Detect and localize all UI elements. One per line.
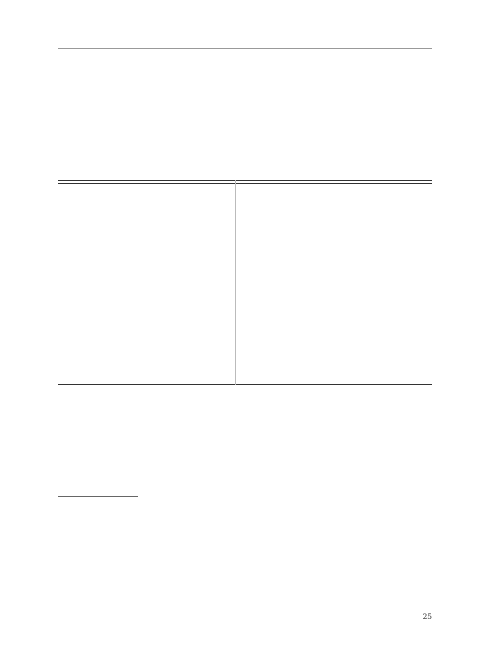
table-row — [58, 284, 432, 294]
page-body — [58, 62, 432, 517]
table-row — [58, 234, 432, 244]
table-row — [58, 244, 432, 254]
table-cell — [58, 204, 209, 214]
body-paragraph — [58, 391, 432, 402]
table-cell — [236, 194, 406, 204]
table-cell — [236, 294, 406, 304]
table-cell — [58, 274, 209, 284]
table-cell — [406, 364, 432, 374]
table-cell — [406, 183, 432, 194]
page-number: 25 — [422, 612, 432, 621]
body-paragraph — [58, 458, 432, 469]
table-cell — [406, 254, 432, 264]
table-cell — [209, 224, 236, 234]
body-paragraph — [58, 447, 432, 458]
table-cell — [209, 284, 236, 294]
table-row — [58, 334, 432, 344]
table-cell — [209, 264, 236, 274]
table-cell — [236, 314, 406, 324]
table-cell — [58, 344, 209, 354]
table-cell — [406, 284, 432, 294]
table-row — [58, 254, 432, 264]
body-paragraph — [58, 163, 432, 174]
table-cell — [58, 364, 209, 374]
table-cell — [406, 294, 432, 304]
body-paragraph — [58, 107, 432, 118]
table-cell — [236, 324, 406, 334]
table-cell — [236, 244, 406, 254]
body-paragraph — [58, 424, 432, 435]
body-paragraph — [58, 413, 432, 424]
table-cell — [58, 194, 209, 204]
table-cell — [406, 194, 432, 204]
table-body — [58, 183, 432, 384]
comparison-table — [58, 180, 432, 385]
table-cell — [236, 304, 406, 314]
table-cell — [58, 294, 209, 304]
table-cell — [406, 354, 432, 364]
table-cell — [58, 214, 209, 224]
table-cell — [209, 194, 236, 204]
table-row — [58, 224, 432, 234]
table-cell — [58, 324, 209, 334]
table-cell — [58, 234, 209, 244]
table-cell — [58, 264, 209, 274]
table-cell — [236, 234, 406, 244]
table-cell — [209, 374, 236, 385]
table-row — [58, 354, 432, 364]
body-paragraph — [58, 402, 432, 413]
table-cell — [209, 304, 236, 314]
table-cell — [58, 374, 209, 385]
body-paragraph — [58, 436, 432, 447]
body-paragraph — [58, 84, 432, 95]
table-cell — [236, 214, 406, 224]
table-row — [58, 214, 432, 224]
table-cell — [406, 234, 432, 244]
table-cell — [58, 244, 209, 254]
table-cell — [209, 214, 236, 224]
footnote-rule — [58, 496, 138, 497]
table-cell — [236, 264, 406, 274]
table-cell — [58, 224, 209, 234]
body-paragraph — [58, 129, 432, 140]
table-cell — [209, 344, 236, 354]
table-cell — [209, 314, 236, 324]
table-cell — [58, 183, 209, 194]
table-cell — [406, 204, 432, 214]
table-cell — [236, 354, 406, 364]
table-cell — [406, 314, 432, 324]
table-cell — [209, 294, 236, 304]
table-cell — [236, 374, 406, 385]
table-row — [58, 364, 432, 374]
table-cell — [406, 274, 432, 284]
table-cell — [406, 374, 432, 385]
table-cell — [209, 204, 236, 214]
table-cell — [58, 254, 209, 264]
table-cell — [209, 254, 236, 264]
table-cell — [236, 274, 406, 284]
table-row — [58, 324, 432, 334]
body-paragraph — [58, 73, 432, 84]
table-cell — [209, 334, 236, 344]
table-cell — [236, 224, 406, 234]
verse-quotation — [58, 471, 432, 482]
table-row — [58, 314, 432, 324]
footnote — [58, 509, 432, 517]
table-cell — [209, 274, 236, 284]
table-cell — [209, 234, 236, 244]
table-cell — [406, 214, 432, 224]
table-cell — [406, 264, 432, 274]
table-cell — [236, 344, 406, 354]
table-cell — [58, 284, 209, 294]
table-cell — [406, 324, 432, 334]
table-row — [58, 294, 432, 304]
table-row — [58, 304, 432, 314]
table-cell — [236, 254, 406, 264]
table-cell — [406, 224, 432, 234]
table-row — [58, 183, 432, 194]
table-cell — [58, 314, 209, 324]
table-cell — [209, 354, 236, 364]
table-cell — [406, 344, 432, 354]
table-row — [58, 264, 432, 274]
table-cell — [406, 304, 432, 314]
body-paragraph — [58, 118, 432, 129]
body-paragraph — [58, 96, 432, 107]
header-rule — [58, 48, 432, 49]
table-row — [58, 274, 432, 284]
table-cell — [406, 244, 432, 254]
table-row — [58, 204, 432, 214]
table-cell — [236, 284, 406, 294]
table-cell — [236, 334, 406, 344]
table-cell — [236, 364, 406, 374]
table-cell — [236, 204, 406, 214]
table-cell — [236, 183, 406, 194]
table-row — [58, 344, 432, 354]
table-cell — [209, 364, 236, 374]
table-cell — [209, 324, 236, 334]
table-cell — [209, 183, 236, 194]
table-row — [58, 194, 432, 204]
running-header — [58, 34, 432, 45]
table-row — [58, 374, 432, 385]
body-paragraph — [58, 62, 432, 73]
table-cell — [406, 334, 432, 344]
body-paragraph — [58, 152, 432, 163]
body-paragraph — [58, 140, 432, 151]
table-cell — [58, 304, 209, 314]
table-cell — [58, 354, 209, 364]
footnote — [58, 501, 432, 509]
table-cell — [209, 244, 236, 254]
table-cell — [58, 334, 209, 344]
